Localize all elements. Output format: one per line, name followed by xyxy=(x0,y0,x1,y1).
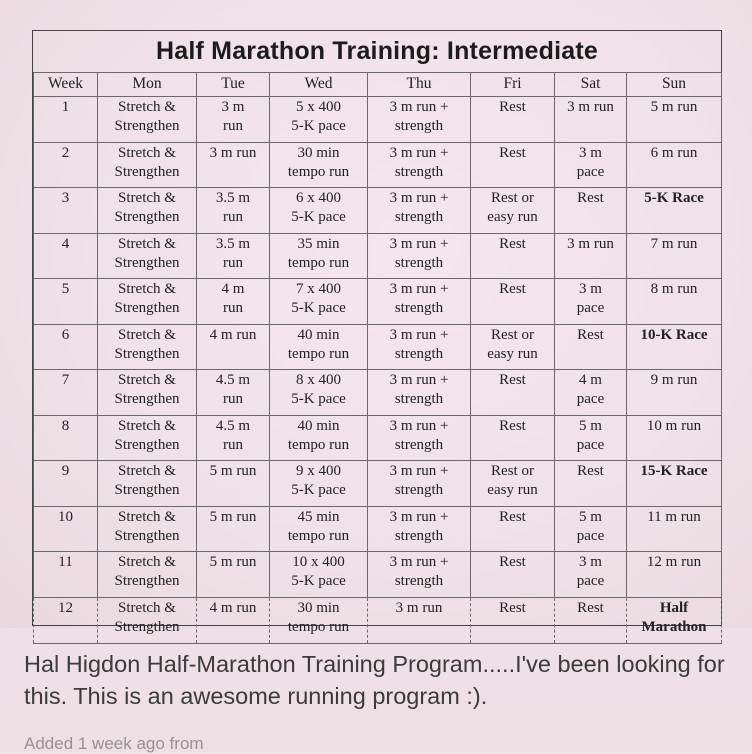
table-cell-mon xyxy=(98,461,197,507)
table-row xyxy=(34,461,722,507)
table-row xyxy=(34,188,722,234)
training-table xyxy=(33,72,722,644)
table-cell-thu xyxy=(368,97,471,143)
table-cell-tue xyxy=(197,279,270,325)
cell-text: Stretch & Strengthen xyxy=(114,281,180,316)
cell-text: Rest xyxy=(577,463,604,479)
table-cell-sat xyxy=(555,370,627,416)
cell-text: 3 m run + strength xyxy=(389,508,449,544)
table-cell-week xyxy=(34,188,98,234)
table-cell-fri xyxy=(471,370,555,416)
cell-text: 9 x 400 5-K pace xyxy=(291,463,346,498)
table-body xyxy=(34,97,722,644)
cell-text: 10-K Race xyxy=(640,326,708,343)
cell-text: 2 xyxy=(61,144,70,161)
table-cell-mon xyxy=(98,97,197,143)
table-cell-thu xyxy=(368,324,471,370)
cell-text: Rest xyxy=(499,235,526,252)
table-cell-mon xyxy=(98,142,197,188)
added-timestamp: Added 1 week ago from xyxy=(24,734,204,753)
cell-text: 4 xyxy=(61,235,70,252)
table-cell-sat xyxy=(555,461,627,507)
table-cell-sun xyxy=(627,279,722,325)
table-cell-fri xyxy=(471,415,555,461)
cell-text: 4 m run xyxy=(209,599,257,616)
table-cell-wed xyxy=(270,597,368,643)
cell-text: Rest xyxy=(499,281,526,297)
table-cell-tue xyxy=(197,97,270,143)
cell-text: 11 xyxy=(58,554,73,570)
table-cell-wed xyxy=(270,370,368,416)
cell-text: 3 m run + strength xyxy=(389,554,449,589)
table-row xyxy=(34,597,722,643)
table-cell-sat xyxy=(555,279,627,325)
table-row xyxy=(34,370,722,416)
table-cell-week xyxy=(34,142,98,188)
table-header-row xyxy=(34,73,722,97)
cell-text: 3 m run + strength xyxy=(389,463,449,498)
cell-text: 35 min tempo run xyxy=(287,235,350,271)
cell-text: 3 m run + strength xyxy=(389,326,449,362)
cell-text: 5 m run xyxy=(209,554,257,570)
cell-text: 4 m run xyxy=(221,281,245,316)
table-cell-mon xyxy=(98,188,197,234)
table-cell-mon xyxy=(98,415,197,461)
cell-text: 3 m run + strength xyxy=(389,372,449,407)
table-cell-sun xyxy=(627,324,722,370)
table-cell-week xyxy=(34,461,98,507)
table-cell-sun xyxy=(627,142,722,188)
table-cell-sun xyxy=(627,233,722,279)
cell-text: 9 m run xyxy=(650,372,698,388)
cell-text: 3 xyxy=(61,190,70,206)
cell-text: Rest or easy run xyxy=(487,190,538,225)
cell-text: 4 m pace xyxy=(576,372,605,407)
pin-description: Hal Higdon Half-Marathon Training Program.....I've been looking for this. This is an awesome running program :). xyxy=(24,651,725,709)
cell-text: 6 xyxy=(61,326,70,343)
cell-text: 3 m pace xyxy=(576,144,605,180)
table-row xyxy=(34,415,722,461)
table-cell-week xyxy=(34,597,98,643)
table-cell-sat xyxy=(555,142,627,188)
table-cell-week xyxy=(34,415,98,461)
cell-text: 40 min tempo run xyxy=(287,326,350,362)
table-cell-week xyxy=(34,279,98,325)
table-cell-week xyxy=(34,233,98,279)
table-cell-fri xyxy=(471,142,555,188)
table-row xyxy=(34,324,722,370)
cell-text: 7 xyxy=(61,372,70,388)
cell-text: 3 m run xyxy=(395,599,443,616)
cell-text: 30 min tempo run xyxy=(287,144,350,180)
table-cell-tue xyxy=(197,552,270,598)
cell-text: 5 m run xyxy=(209,463,257,479)
table-cell-fri xyxy=(471,461,555,507)
cell-text: Stretch & Strengthen xyxy=(114,235,180,271)
table-cell-fri xyxy=(471,279,555,325)
cell-text: 3 m run xyxy=(221,99,245,134)
cell-text: 3 m run + strength xyxy=(389,417,449,453)
table-cell-week xyxy=(34,506,98,552)
cell-text: Rest xyxy=(499,144,526,161)
cell-text: 3 m run + strength xyxy=(389,144,449,180)
table-cell-thu xyxy=(368,597,471,643)
table-cell-wed xyxy=(270,506,368,552)
table-cell-mon xyxy=(98,552,197,598)
cell-text: 5 m run xyxy=(650,99,698,115)
cell-text: 5 m pace xyxy=(576,417,605,453)
cell-text: Rest xyxy=(499,599,526,616)
table-cell-thu xyxy=(368,233,471,279)
cell-text: 3.5 m run xyxy=(215,190,251,225)
table-cell-wed xyxy=(270,233,368,279)
table-cell-thu xyxy=(368,279,471,325)
cell-text: 11 m run xyxy=(647,508,701,525)
cell-text: Stretch & Strengthen xyxy=(114,554,180,589)
cell-text: 3 m run + strength xyxy=(389,99,449,134)
cell-text: 3 m run + strength xyxy=(389,235,449,271)
cell-text: Rest xyxy=(577,599,604,616)
cell-text: 8 x 400 5-K pace xyxy=(291,372,346,407)
cell-text: Rest xyxy=(577,190,604,206)
table-cell-wed xyxy=(270,324,368,370)
cell-text: 1 xyxy=(61,99,70,115)
table-cell-wed xyxy=(270,188,368,234)
cell-text: 5-K Race xyxy=(644,190,704,206)
cell-text: 5 m run xyxy=(209,508,257,525)
column-header-tue: Tue xyxy=(197,73,270,97)
cell-text: Stretch & Strengthen xyxy=(114,599,180,635)
table-cell-tue xyxy=(197,415,270,461)
cell-text: 10 xyxy=(58,508,73,525)
cell-text: Rest xyxy=(499,554,526,570)
cell-text: 4 m run xyxy=(209,326,257,343)
cell-text: Stretch & Strengthen xyxy=(114,99,180,134)
table-cell-thu xyxy=(368,188,471,234)
cell-text: Rest or easy run xyxy=(487,326,538,362)
cell-text: 3.5 m run xyxy=(215,235,251,271)
cell-text: 12 xyxy=(58,599,73,616)
cell-text: Rest xyxy=(499,372,526,388)
table-cell-sat xyxy=(555,552,627,598)
table-cell-week xyxy=(34,97,98,143)
cell-text: Rest xyxy=(577,326,604,343)
table-cell-fri xyxy=(471,506,555,552)
cell-text: 40 min tempo run xyxy=(287,417,350,453)
column-header-fri: Fri xyxy=(471,73,555,97)
table-cell-sun xyxy=(627,415,722,461)
column-header-thu: Thu xyxy=(368,73,471,97)
cell-text: 4.5 m run xyxy=(215,417,251,453)
cell-text: 3 m run xyxy=(567,99,614,115)
table-cell-sun xyxy=(627,552,722,598)
table-cell-week xyxy=(34,552,98,598)
cell-text: Rest xyxy=(499,417,526,434)
cell-text: Half Marathon xyxy=(641,599,707,635)
table-cell-mon xyxy=(98,279,197,325)
training-sheet xyxy=(32,30,722,635)
table-row xyxy=(34,506,722,552)
table-row xyxy=(34,279,722,325)
table-cell-sat xyxy=(555,597,627,643)
cell-text: 5 x 400 5-K pace xyxy=(291,99,346,134)
cell-text: 45 min tempo run xyxy=(287,508,350,544)
column-header-mon: Mon xyxy=(98,73,197,97)
column-header-sat: Sat xyxy=(555,73,627,97)
table-cell-tue xyxy=(197,142,270,188)
cell-text: 10 m run xyxy=(646,417,702,434)
cell-text: Rest xyxy=(499,508,526,525)
table-cell-sat xyxy=(555,506,627,552)
cell-text: 6 m run xyxy=(650,144,698,161)
table-cell-tue xyxy=(197,506,270,552)
table-cell-sat xyxy=(555,324,627,370)
table-cell-mon xyxy=(98,506,197,552)
table-cell-thu xyxy=(368,552,471,598)
plan-title: Half Marathon Training: Intermediate xyxy=(156,37,598,65)
table-cell-wed xyxy=(270,461,368,507)
table-cell-tue xyxy=(197,597,270,643)
table-cell-fri xyxy=(471,97,555,143)
cell-text: 7 m run xyxy=(650,235,698,252)
table-cell-week xyxy=(34,324,98,370)
table-cell-fri xyxy=(471,233,555,279)
table-cell-sun xyxy=(627,597,722,643)
cell-text: Stretch & Strengthen xyxy=(114,508,180,544)
cell-text: Stretch & Strengthen xyxy=(114,463,180,498)
table-cell-sun xyxy=(627,188,722,234)
table-cell-wed xyxy=(270,142,368,188)
table-cell-thu xyxy=(368,142,471,188)
cell-text: Rest xyxy=(499,99,526,115)
cell-text: 5 m pace xyxy=(576,508,605,544)
table-cell-tue xyxy=(197,233,270,279)
table-row xyxy=(34,233,722,279)
cell-text: 4.5 m run xyxy=(215,372,251,407)
cell-text: 3 m run xyxy=(567,235,614,252)
cell-text: 6 x 400 5-K pace xyxy=(291,190,346,225)
cell-text: 8 m run xyxy=(650,281,698,297)
table-cell-mon xyxy=(98,370,197,416)
cell-text: 3 m pace xyxy=(576,554,605,589)
table-cell-sun xyxy=(627,506,722,552)
cell-text: 3 m run xyxy=(209,144,257,161)
table-cell-thu xyxy=(368,370,471,416)
table-row xyxy=(34,552,722,598)
table-cell-fri xyxy=(471,597,555,643)
table-cell-sun xyxy=(627,97,722,143)
cell-text: 7 x 400 5-K pace xyxy=(291,281,346,316)
cell-text: Stretch & Strengthen xyxy=(114,144,180,180)
cell-text: 8 xyxy=(61,417,70,434)
table-row xyxy=(34,97,722,143)
table-cell-fri xyxy=(471,552,555,598)
table-cell-thu xyxy=(368,506,471,552)
table-cell-wed xyxy=(270,97,368,143)
table-cell-sun xyxy=(627,370,722,416)
cell-text: 15-K Race xyxy=(640,463,708,479)
cell-text: 12 m run xyxy=(646,554,702,570)
column-header-week: Week xyxy=(34,73,98,97)
table-cell-thu xyxy=(368,461,471,507)
cell-text: Rest or easy run xyxy=(487,463,538,498)
table-cell-thu xyxy=(368,415,471,461)
column-header-sun: Sun xyxy=(627,73,722,97)
table-cell-tue xyxy=(197,324,270,370)
table-cell-mon xyxy=(98,597,197,643)
cell-text: 3 m run + strength xyxy=(389,190,449,225)
cell-text: Stretch & Strengthen xyxy=(114,372,180,407)
table-cell-mon xyxy=(98,233,197,279)
cell-text: Stretch & Strengthen xyxy=(114,326,180,362)
table-cell-tue xyxy=(197,370,270,416)
cell-text: 30 min tempo run xyxy=(287,599,350,635)
table-row xyxy=(34,142,722,188)
table-cell-tue xyxy=(197,461,270,507)
table-cell-tue xyxy=(197,188,270,234)
table-cell-wed xyxy=(270,552,368,598)
table-cell-fri xyxy=(471,188,555,234)
cell-text: 5 xyxy=(61,281,70,297)
column-header-wed: Wed xyxy=(270,73,368,97)
cell-text: 3 m run + strength xyxy=(389,281,449,316)
table-cell-sun xyxy=(627,461,722,507)
cell-text: 9 xyxy=(61,463,70,479)
table-cell-sat xyxy=(555,233,627,279)
table-cell-week xyxy=(34,370,98,416)
cell-text: Stretch & Strengthen xyxy=(114,417,180,453)
table-cell-sat xyxy=(555,97,627,143)
table-cell-sat xyxy=(555,188,627,234)
table-cell-sat xyxy=(555,415,627,461)
table-cell-wed xyxy=(270,279,368,325)
table-cell-mon xyxy=(98,324,197,370)
table-cell-fri xyxy=(471,324,555,370)
cell-text: 3 m pace xyxy=(576,281,605,316)
cell-text: Stretch & Strengthen xyxy=(114,190,180,225)
table-cell-wed xyxy=(270,415,368,461)
cell-text: 10 x 400 5-K pace xyxy=(291,554,346,589)
